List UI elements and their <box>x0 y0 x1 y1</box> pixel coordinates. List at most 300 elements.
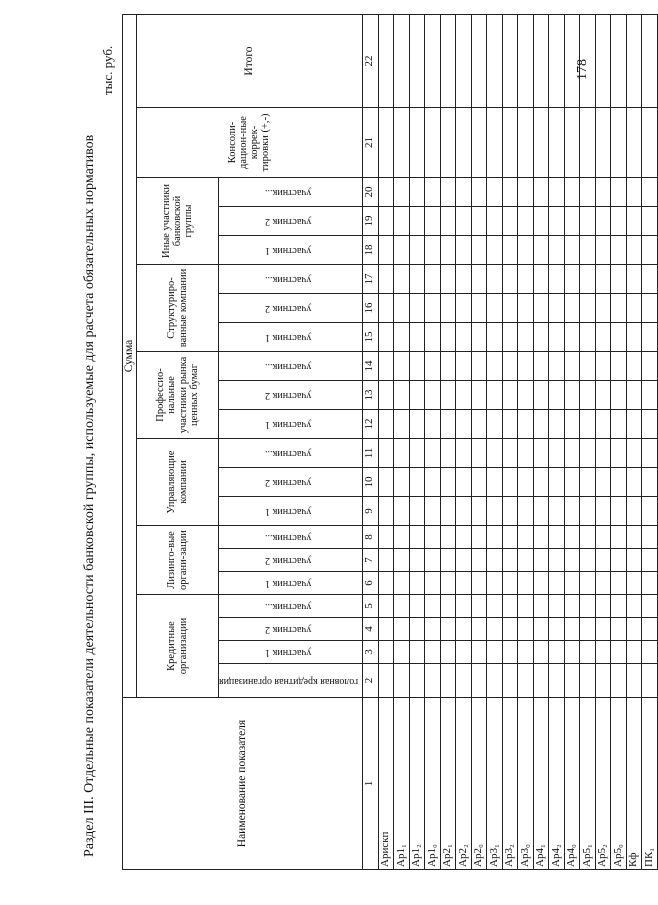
table-cell <box>533 236 549 265</box>
table-cell <box>425 641 441 664</box>
table-cell <box>533 549 549 572</box>
table-cell <box>425 595 441 618</box>
table-cell <box>471 439 487 468</box>
table-row <box>394 15 410 870</box>
table-cell <box>456 664 472 698</box>
participant-header: участник 2 <box>219 207 363 236</box>
table-cell <box>595 323 611 352</box>
table-cell <box>456 497 472 526</box>
table-cell <box>456 641 472 664</box>
table-cell <box>487 497 503 526</box>
table-cell <box>518 526 534 549</box>
table-cell <box>595 352 611 381</box>
table-cell <box>456 549 472 572</box>
row-label: Ар1₂ <box>409 698 425 870</box>
table-cell <box>626 410 642 439</box>
table-cell <box>626 549 642 572</box>
participant-header: участник 2 <box>219 468 363 497</box>
group-leasing: Лизинго-вые органи-зации <box>137 526 219 595</box>
row-label: Ар3₁ <box>487 698 503 870</box>
table-cell <box>518 497 534 526</box>
table-cell <box>425 664 441 698</box>
units-label: тыс. руб. <box>100 45 115 95</box>
group-credit: Кредитные организации <box>137 595 219 698</box>
table-cell <box>456 468 472 497</box>
table-cell <box>471 352 487 381</box>
table-cell <box>580 618 596 641</box>
table-cell <box>456 108 472 178</box>
table-cell <box>580 439 596 468</box>
row-label: Ар2₁ <box>440 698 456 870</box>
table-cell <box>440 178 456 207</box>
table-cell <box>564 468 580 497</box>
table-cell <box>642 526 658 549</box>
row-label: Ар5₂ <box>595 698 611 870</box>
table-cell <box>440 294 456 323</box>
table-cell <box>440 236 456 265</box>
table-cell <box>409 381 425 410</box>
table-cell <box>394 468 410 497</box>
table-cell <box>595 265 611 294</box>
table-cell <box>642 549 658 572</box>
table-cell <box>409 207 425 236</box>
table-cell <box>549 468 565 497</box>
table-cell <box>642 664 658 698</box>
table-cell <box>564 618 580 641</box>
table-cell <box>456 381 472 410</box>
row-label: Ар4₂ <box>549 698 565 870</box>
table-cell <box>611 526 627 549</box>
table-cell <box>642 294 658 323</box>
table-cell <box>425 108 441 178</box>
table-cell <box>502 108 518 178</box>
table-cell <box>409 323 425 352</box>
table-cell <box>533 572 549 595</box>
table-cell <box>502 549 518 572</box>
table-cell <box>611 381 627 410</box>
table-cell <box>409 265 425 294</box>
table-cell <box>456 323 472 352</box>
table-cell <box>518 265 534 294</box>
table-cell <box>626 526 642 549</box>
table-cell <box>533 526 549 549</box>
table-cell <box>409 468 425 497</box>
table-cell <box>533 468 549 497</box>
table-cell <box>409 15 425 108</box>
table-cell <box>394 294 410 323</box>
table-cell <box>595 468 611 497</box>
table-cell <box>425 468 441 497</box>
table-cell <box>595 381 611 410</box>
table-row <box>642 15 658 870</box>
column-number: 21 <box>362 108 378 178</box>
table-cell <box>533 618 549 641</box>
table-cell <box>425 207 441 236</box>
table-cell <box>502 618 518 641</box>
row-label: Ар3₂ <box>502 698 518 870</box>
participant-header: участник 1 <box>219 323 363 352</box>
table-cell <box>487 323 503 352</box>
table-cell <box>456 526 472 549</box>
row-label: Арискп <box>378 698 394 870</box>
table-cell <box>425 265 441 294</box>
table-cell <box>626 265 642 294</box>
table-cell <box>502 497 518 526</box>
row-label: Ар3₀ <box>518 698 534 870</box>
table-cell <box>642 178 658 207</box>
row-label: Ар2₀ <box>471 698 487 870</box>
table-cell <box>626 352 642 381</box>
table-cell <box>502 323 518 352</box>
table-cell <box>595 108 611 178</box>
table-cell <box>564 294 580 323</box>
table-cell <box>502 381 518 410</box>
table-cell <box>471 207 487 236</box>
table-cell <box>394 595 410 618</box>
table-cell <box>440 381 456 410</box>
table-cell <box>611 641 627 664</box>
table-cell <box>564 410 580 439</box>
table-cell <box>425 526 441 549</box>
table-cell <box>518 381 534 410</box>
table-cell <box>487 352 503 381</box>
table-cell <box>440 497 456 526</box>
table-cell <box>533 265 549 294</box>
table-cell <box>549 265 565 294</box>
table-cell <box>378 108 394 178</box>
table-cell <box>425 15 441 108</box>
table-cell <box>471 323 487 352</box>
table-cell <box>471 641 487 664</box>
table-cell <box>549 15 565 108</box>
section-title: Раздел III. Отдельные показатели деятельности банковской группы, используемые для расчета обязательных нормативов <box>82 134 97 857</box>
table-cell <box>642 439 658 468</box>
table-cell <box>549 352 565 381</box>
table-cell <box>502 439 518 468</box>
column-number: 4 <box>362 618 378 641</box>
table-cell <box>642 15 658 108</box>
participant-header: участник 2 <box>219 549 363 572</box>
table-cell <box>533 108 549 178</box>
table-cell <box>394 15 410 108</box>
table-row <box>409 15 425 870</box>
table-cell <box>487 381 503 410</box>
table-cell <box>595 572 611 595</box>
table-cell <box>409 595 425 618</box>
table-cell <box>487 236 503 265</box>
table-cell <box>580 236 596 265</box>
table-cell <box>425 410 441 439</box>
table-cell <box>471 497 487 526</box>
table-row <box>487 15 503 870</box>
column-number: 1 <box>362 698 378 870</box>
table-cell <box>487 641 503 664</box>
table-cell <box>487 572 503 595</box>
table-cell <box>456 236 472 265</box>
table-cell <box>642 410 658 439</box>
column-number: 6 <box>362 572 378 595</box>
table-cell <box>580 15 596 108</box>
table-cell <box>611 265 627 294</box>
table-cell <box>549 323 565 352</box>
table-cell <box>580 294 596 323</box>
table-cell <box>626 618 642 641</box>
participant-header: участник... <box>219 526 363 549</box>
table-cell <box>549 108 565 178</box>
table-cell <box>518 294 534 323</box>
table-cell <box>595 618 611 641</box>
table-cell <box>487 207 503 236</box>
table-cell <box>409 178 425 207</box>
table-cell <box>564 207 580 236</box>
table-cell <box>642 497 658 526</box>
participant-header: участник 2 <box>219 618 363 641</box>
table-cell <box>580 108 596 178</box>
table-row <box>595 15 611 870</box>
table-cell <box>502 410 518 439</box>
table-cell <box>378 549 394 572</box>
table-cell <box>471 236 487 265</box>
table-cell <box>595 595 611 618</box>
table-cell <box>564 664 580 698</box>
table-cell <box>394 497 410 526</box>
table-cell <box>394 236 410 265</box>
table-cell <box>533 641 549 664</box>
column-number: 8 <box>362 526 378 549</box>
table-cell <box>378 664 394 698</box>
table-cell <box>471 410 487 439</box>
table-cell <box>487 549 503 572</box>
table-cell <box>611 618 627 641</box>
table-cell <box>580 207 596 236</box>
table-cell <box>611 323 627 352</box>
table-cell <box>471 572 487 595</box>
table-cell <box>487 294 503 323</box>
column-number: 10 <box>362 468 378 497</box>
table-cell <box>409 352 425 381</box>
table-cell <box>409 664 425 698</box>
table-cell <box>626 15 642 108</box>
table-cell <box>502 664 518 698</box>
head-credit-org: головная кредитная организация <box>219 664 363 698</box>
column-number: 16 <box>362 294 378 323</box>
table-cell <box>394 526 410 549</box>
table-cell <box>549 294 565 323</box>
table-cell <box>378 468 394 497</box>
participant-header: участник 1 <box>219 236 363 265</box>
table-cell <box>518 207 534 236</box>
participant-header: участник... <box>219 352 363 381</box>
table-cell <box>518 178 534 207</box>
participant-header: участник... <box>219 265 363 294</box>
row-label: ПК₁ <box>642 698 658 870</box>
table-cell <box>487 468 503 497</box>
table-cell <box>394 618 410 641</box>
table-cell <box>611 468 627 497</box>
table-cell <box>549 526 565 549</box>
table-cell <box>611 595 627 618</box>
table-cell <box>549 236 565 265</box>
table-cell <box>378 641 394 664</box>
table-cell <box>564 323 580 352</box>
table-cell <box>533 664 549 698</box>
participant-header: участник 2 <box>219 381 363 410</box>
table-cell <box>595 294 611 323</box>
table-cell <box>595 664 611 698</box>
group-securities: Профессио-нальные участники рынка ценных бумаг <box>137 352 219 439</box>
table-cell <box>580 664 596 698</box>
table-cell <box>564 572 580 595</box>
table-cell <box>580 381 596 410</box>
table-cell <box>642 381 658 410</box>
table-cell <box>564 15 580 108</box>
table-cell <box>502 526 518 549</box>
table-cell <box>409 572 425 595</box>
table-cell <box>456 595 472 618</box>
table-cell <box>425 497 441 526</box>
table-cell <box>642 108 658 178</box>
table-cell <box>409 497 425 526</box>
table-cell <box>549 618 565 641</box>
table-row <box>626 15 642 870</box>
table-cell <box>394 207 410 236</box>
table-cell <box>487 15 503 108</box>
table-cell <box>440 15 456 108</box>
table-cell <box>642 572 658 595</box>
table-cell <box>549 572 565 595</box>
table-cell <box>595 410 611 439</box>
table-cell <box>471 526 487 549</box>
table-cell <box>425 549 441 572</box>
table-cell <box>471 15 487 108</box>
table-row <box>518 15 534 870</box>
table-cell <box>440 207 456 236</box>
table-cell <box>502 294 518 323</box>
table-cell <box>440 468 456 497</box>
column-number: 5 <box>362 595 378 618</box>
table-cell <box>378 572 394 595</box>
table-cell <box>440 618 456 641</box>
table-cell <box>642 323 658 352</box>
table-cell <box>533 410 549 439</box>
table-cell <box>456 572 472 595</box>
col-header-name: Наименование показателя <box>123 698 363 870</box>
group-consolidation: Консоли-дацион-ные коррек-тировки (+,-) <box>137 108 363 178</box>
table-cell <box>456 618 472 641</box>
group-other: Иные участники банковской группы <box>137 178 219 265</box>
table-row <box>456 15 472 870</box>
table-cell <box>626 595 642 618</box>
table-cell <box>471 618 487 641</box>
table-cell <box>518 15 534 108</box>
row-label: Кф <box>626 698 642 870</box>
table-cell <box>595 439 611 468</box>
table-cell <box>626 468 642 497</box>
table-cell <box>533 352 549 381</box>
table-cell <box>425 236 441 265</box>
table-cell <box>626 641 642 664</box>
table-cell <box>564 108 580 178</box>
table-cell <box>378 265 394 294</box>
table-cell <box>580 549 596 572</box>
table-cell <box>440 410 456 439</box>
column-number: 12 <box>362 410 378 439</box>
table-row <box>564 15 580 870</box>
participant-header: участник 1 <box>219 410 363 439</box>
table-cell <box>394 439 410 468</box>
table-cell <box>456 439 472 468</box>
table-cell <box>518 108 534 178</box>
table-cell <box>611 410 627 439</box>
table-cell <box>502 641 518 664</box>
group-structured: Структуриро-ванные компании <box>137 265 219 352</box>
table-row <box>580 15 596 870</box>
table-cell <box>564 595 580 618</box>
table-cell <box>502 572 518 595</box>
table-cell <box>502 178 518 207</box>
table-cell <box>580 572 596 595</box>
table-cell <box>409 618 425 641</box>
table-cell <box>518 641 534 664</box>
table-cell <box>595 526 611 549</box>
table-cell <box>580 468 596 497</box>
row-label: Ар2₂ <box>456 698 472 870</box>
table-cell <box>440 572 456 595</box>
table-cell <box>533 207 549 236</box>
table-cell <box>394 323 410 352</box>
table-cell <box>642 265 658 294</box>
table-cell <box>487 595 503 618</box>
participant-header: участник 1 <box>219 641 363 664</box>
table-cell <box>580 323 596 352</box>
table-cell <box>456 410 472 439</box>
table-cell <box>440 323 456 352</box>
table-cell <box>626 439 642 468</box>
table-cell <box>471 468 487 497</box>
table-cell <box>487 439 503 468</box>
table-cell <box>611 236 627 265</box>
column-number: 15 <box>362 323 378 352</box>
table-cell <box>564 641 580 664</box>
column-number: 9 <box>362 497 378 526</box>
table-cell <box>378 410 394 439</box>
table-cell <box>378 595 394 618</box>
table-cell <box>611 549 627 572</box>
table-cell <box>487 265 503 294</box>
participant-header: участник 1 <box>219 497 363 526</box>
table-cell <box>378 323 394 352</box>
participant-header: участник... <box>219 178 363 207</box>
table-cell <box>440 595 456 618</box>
table-cell <box>394 178 410 207</box>
table-cell <box>642 468 658 497</box>
table-cell <box>487 108 503 178</box>
table-cell <box>595 236 611 265</box>
column-number: 2 <box>362 664 378 698</box>
table-cell <box>642 641 658 664</box>
table-cell <box>394 641 410 664</box>
table-cell <box>394 410 410 439</box>
table-cell <box>564 439 580 468</box>
table-cell <box>502 236 518 265</box>
table-cell <box>580 410 596 439</box>
row-label: Ар1₁ <box>394 698 410 870</box>
sum-header: Сумма <box>123 15 137 698</box>
row-label: Ар4₁ <box>533 698 549 870</box>
table-cell <box>549 439 565 468</box>
table-cell <box>518 618 534 641</box>
table-cell <box>642 618 658 641</box>
